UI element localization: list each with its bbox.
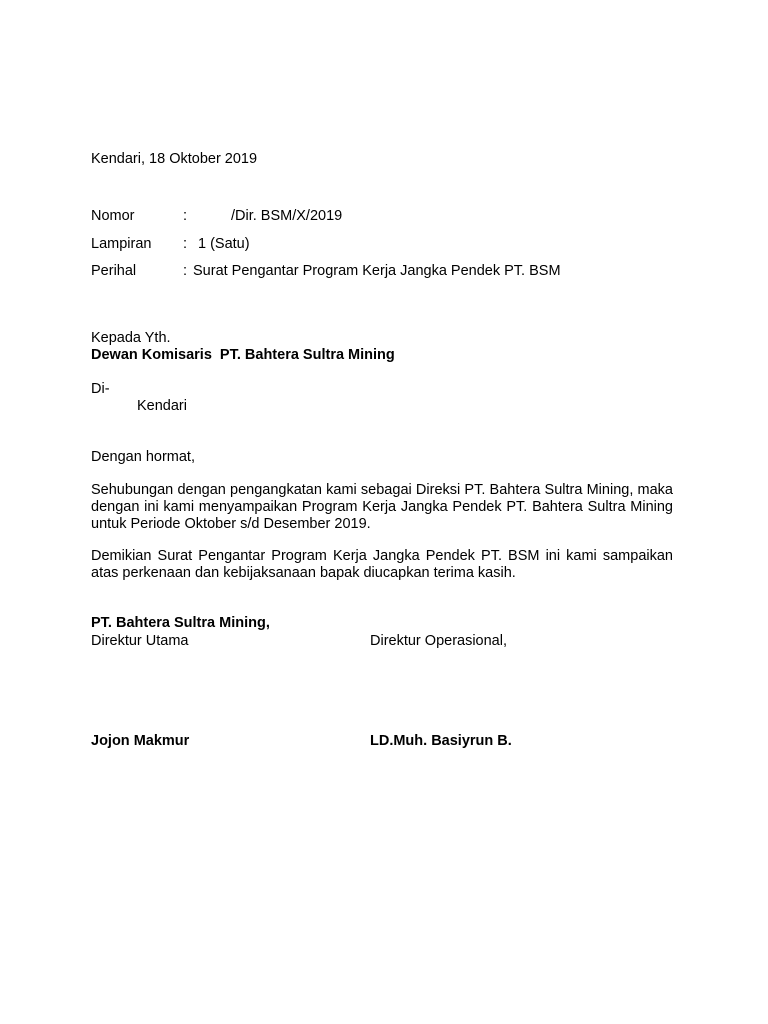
nomor-colon: : <box>183 208 188 224</box>
body-paragraph-1: Sehubungan dengan pengangkatan kami sebagai Direksi PT. Bahtera Sultra Mining, maka dengan ini kami menyampaikan Program Kerja Jangka Pendek PT. Bahtera Sultra Mining untuk Periode Oktober s/d Desember 2019. <box>91 482 673 532</box>
body-paragraph-2: Demikian Surat Pengantar Program Kerja Jangka Pendek PT. BSM ini kami sampaikan atas perkenaan dan kebijaksanaan bapak diucapkan terima kasih. <box>91 548 673 581</box>
recipient-city: Kendari <box>137 398 187 414</box>
lampiran-label: Lampiran <box>91 236 152 252</box>
recipient-di: Di- <box>91 381 110 397</box>
lampiran-colon: : <box>183 236 188 252</box>
salutation: Dengan hormat, <box>91 449 195 465</box>
perihal-value: Surat Pengantar Program Kerja Jangka Pendek PT. BSM <box>193 263 561 279</box>
perihal-label: Perihal <box>91 263 137 279</box>
perihal-colon: : <box>183 263 188 279</box>
nomor-label: Nomor <box>91 208 135 224</box>
signature-name-right: LD.Muh. Basiyrun B. <box>370 733 512 749</box>
nomor-value: /Dir. BSM/X/2019 <box>231 208 343 224</box>
signature-company: PT. Bahtera Sultra Mining, <box>91 615 270 631</box>
signature-name-left: Jojon Makmur <box>91 733 190 749</box>
recipient-greeting: Kepada Yth. <box>91 330 171 346</box>
lampiran-value: 1 (Satu) <box>198 236 250 252</box>
recipient-name: Dewan Komisaris PT. Bahtera Sultra Mining <box>91 347 395 363</box>
signature-title-left: Direktur Utama <box>91 633 189 649</box>
signature-title-right: Direktur Operasional, <box>370 633 507 649</box>
place-date: Kendari, 18 Oktober 2019 <box>91 151 258 167</box>
